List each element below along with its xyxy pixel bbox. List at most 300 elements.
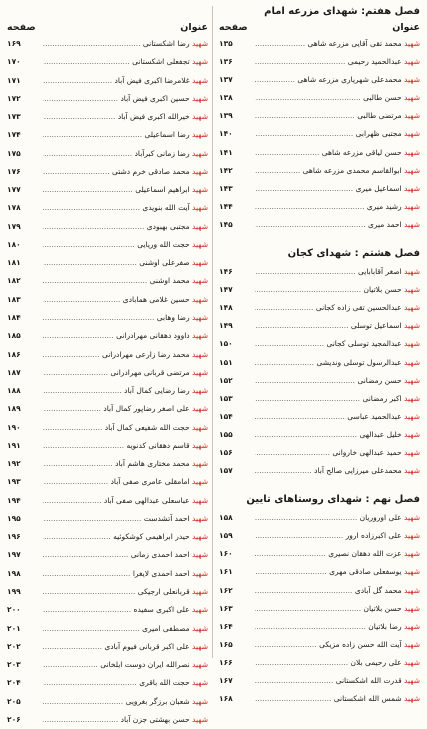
page-number: ۱۷۶ — [7, 163, 41, 181]
column-header — [5, 21, 210, 35]
martyr-prefix: شهید — [404, 549, 420, 559]
entry-title — [43, 163, 208, 181]
toc-entry[interactable] — [5, 309, 210, 327]
page-number: ۱۹۳ — [7, 473, 41, 491]
entry-title — [43, 53, 208, 71]
page-number: ۲۰۲ — [7, 638, 41, 656]
entry-title — [255, 216, 420, 234]
page-number: ۱۹۲ — [7, 455, 41, 473]
entry-title — [43, 236, 208, 254]
toc-entry[interactable] — [5, 108, 210, 126]
entry-title — [255, 144, 420, 162]
toc-entry[interactable] — [217, 582, 422, 600]
entry-title — [255, 125, 420, 143]
martyr-prefix: شهید — [192, 294, 208, 304]
entry-title — [255, 654, 420, 672]
toc-entry[interactable] — [5, 291, 210, 309]
toc-entry[interactable] — [5, 199, 210, 217]
toc-entry[interactable] — [217, 35, 422, 53]
title-header: عنوان — [392, 22, 420, 33]
toc-entry[interactable] — [217, 545, 422, 563]
page-number: ۱۷۰ — [7, 53, 41, 71]
martyr-prefix: شهید — [404, 147, 420, 157]
toc-entry[interactable] — [5, 473, 210, 491]
column-divider — [212, 6, 213, 658]
left-column — [5, 0, 210, 729]
page-number: ۱۶۶ — [219, 654, 253, 672]
martyr-name: رضا بلاتیان — [368, 621, 402, 631]
entry-title — [43, 72, 208, 90]
toc-entry[interactable] — [217, 672, 422, 690]
entry-title — [43, 35, 208, 53]
toc-entry[interactable] — [217, 462, 422, 480]
martyr-name: عبدالحمید رحیمی — [347, 57, 402, 67]
entry-title — [255, 672, 420, 690]
toc-entry[interactable] — [217, 281, 422, 299]
martyr-name: غلامرضا اکبری فیض آباد — [114, 75, 190, 85]
toc-entry[interactable] — [5, 346, 210, 364]
page-number: ۱۴۷ — [219, 281, 253, 299]
toc-entry[interactable] — [217, 390, 422, 408]
martyr-prefix: شهید — [192, 568, 208, 578]
entry-title — [43, 199, 208, 217]
page-number: ۱۵۹ — [219, 527, 253, 545]
martyr-prefix: شهید — [192, 258, 208, 268]
page-number: ۱۴۹ — [219, 317, 253, 335]
toc-entry[interactable] — [5, 565, 210, 583]
toc-entry[interactable] — [217, 71, 422, 89]
page-number: ۱۸۹ — [7, 400, 41, 418]
entry-title — [43, 90, 208, 108]
page-number: ۱۵۶ — [219, 444, 253, 462]
page-number: ۱۳۹ — [219, 107, 253, 125]
martyr-name: محمدعلی میرزایی صالح آباد — [314, 466, 402, 476]
toc-entry[interactable] — [5, 364, 210, 382]
martyr-name: اکبر رمضانی — [362, 393, 402, 403]
martyr-name: مرتضی قربانی مهرادرانی — [110, 367, 190, 377]
page-number: ۱۴۲ — [219, 162, 253, 180]
toc-entry[interactable] — [5, 693, 210, 711]
toc-entry[interactable] — [217, 299, 422, 317]
toc-entry[interactable] — [5, 145, 210, 163]
page-number: ۱۳۶ — [219, 53, 253, 71]
page-number: ۱۸۲ — [7, 272, 41, 290]
toc-entry[interactable] — [5, 35, 210, 53]
martyr-name: آیت الله بنویدی — [142, 203, 190, 213]
toc-entry[interactable] — [5, 272, 210, 290]
martyr-prefix: شهید — [192, 586, 208, 596]
martyr-prefix: شهید — [404, 567, 420, 577]
entry-title — [43, 693, 208, 711]
martyr-prefix: شهید — [192, 276, 208, 286]
martyr-prefix: شهید — [404, 267, 420, 277]
martyr-name: حمید عبدالهی خاروانی — [332, 447, 402, 457]
martyr-name: آیت الله حسن زاده مزیکی — [319, 639, 402, 649]
martyr-prefix: شهید — [192, 112, 208, 122]
page-number: ۱۵۳ — [219, 390, 253, 408]
martyr-name: محمد اوشنی — [149, 276, 190, 286]
martyr-name: حسن بلاتیان — [363, 603, 402, 613]
page-number: ۱۳۸ — [219, 89, 253, 107]
martyr-prefix: شهید — [404, 339, 420, 349]
toc-entry[interactable] — [217, 144, 422, 162]
entry-title — [255, 372, 420, 390]
entry-title — [43, 455, 208, 473]
martyr-prefix: شهید — [404, 375, 420, 385]
martyr-prefix: شهید — [192, 312, 208, 322]
column-header — [217, 21, 422, 35]
entry-title — [255, 636, 420, 654]
toc-entry[interactable] — [217, 198, 422, 216]
martyr-name: عبدالحمید عباسی — [347, 411, 402, 421]
toc-entry[interactable] — [5, 546, 210, 564]
page-header: صفحه — [219, 22, 248, 33]
toc-entry[interactable] — [5, 72, 210, 90]
martyr-name: عبدالمجید توسلی کجانی — [326, 339, 402, 349]
martyr-name: عباسعلی عبدالهی صفی آباد — [103, 495, 190, 505]
page-number: ۱۵۷ — [219, 462, 253, 480]
martyr-prefix: شهید — [192, 185, 208, 195]
page-number: ۱۴۸ — [219, 299, 253, 317]
entry-title — [43, 565, 208, 583]
toc-entry[interactable] — [217, 89, 422, 107]
entry-title — [43, 145, 208, 163]
martyr-name: رضا وهابی — [156, 312, 190, 322]
martyr-prefix: شهید — [192, 349, 208, 359]
toc-entry[interactable] — [5, 601, 210, 619]
toc-entry[interactable] — [217, 335, 422, 353]
entry-title — [43, 601, 208, 619]
martyr-prefix: شهید — [192, 422, 208, 432]
page-number: ۱۹۷ — [7, 546, 41, 564]
page-header: صفحه — [7, 22, 36, 33]
entry-title — [43, 126, 208, 144]
toc-entry[interactable] — [217, 180, 422, 198]
toc-entry[interactable] — [217, 618, 422, 636]
martyr-prefix: شهید — [404, 676, 420, 685]
martyr-prefix: شهید — [404, 429, 420, 439]
page-number: ۱۷۸ — [7, 199, 41, 217]
martyr-name: تجفعلی اشکستانی — [132, 57, 190, 67]
martyr-name: اسماعیل توسلی — [350, 321, 402, 331]
page-number: ۱۵۰ — [219, 335, 253, 353]
page-number: ۱۸۳ — [7, 291, 41, 309]
toc-entry[interactable] — [217, 372, 422, 390]
toc-entry[interactable] — [217, 563, 422, 581]
entry-title — [255, 53, 420, 71]
entry-title — [255, 180, 420, 198]
left-list — [5, 35, 210, 729]
entry-title — [255, 354, 420, 372]
page-number: ۱۶۵ — [219, 636, 253, 654]
page-number: ۱۴۳ — [219, 180, 253, 198]
entry-title — [43, 473, 208, 491]
martyr-prefix: شهید — [404, 39, 420, 48]
martyr-name: محمدعلی شهریاری مزرعه شاهی — [297, 75, 402, 85]
page-number: ۱۷۷ — [7, 181, 41, 199]
page-number: ۱۴۱ — [219, 144, 253, 162]
page-number: ۱۶۱ — [219, 563, 253, 581]
entry-title — [43, 108, 208, 126]
page-number: ۱۹۵ — [7, 510, 41, 528]
martyr-name: رضا زمانی کبرآباد — [134, 148, 190, 158]
page-number: ۲۰۴ — [7, 674, 41, 692]
martyr-prefix: شهید — [404, 531, 420, 541]
toc-entry[interactable] — [5, 53, 210, 71]
toc-entry[interactable] — [217, 690, 422, 708]
entry-title — [255, 462, 420, 480]
toc-entry[interactable] — [5, 163, 210, 181]
martyr-prefix: شهید — [404, 585, 420, 595]
martyr-prefix: شهید — [192, 641, 208, 651]
martyr-name: حسن بلاتیان — [363, 285, 402, 295]
toc-entry[interactable] — [217, 408, 422, 426]
page-number: ۱۸۴ — [7, 309, 41, 327]
martyr-prefix: شهید — [404, 165, 420, 175]
entry-title — [43, 272, 208, 290]
martyr-prefix: شهید — [404, 513, 420, 523]
page-number: ۱۷۵ — [7, 145, 41, 163]
martyr-name: حسن طالبی — [363, 93, 402, 103]
toc-entry[interactable] — [5, 674, 210, 692]
page-number: ۱۹۶ — [7, 528, 41, 546]
martyr-name: علی اکبر قربانی فیوم آبادی — [104, 641, 190, 651]
page-number: ۱۳۵ — [219, 35, 253, 53]
martyr-name: رضا رضایی کمال آباد — [124, 386, 190, 396]
toc-entry[interactable] — [5, 638, 210, 656]
page-number: ۱۹۰ — [7, 419, 41, 437]
chapter-9-title: فصل نهم : شهدای روستاهای تایین — [246, 494, 420, 506]
martyr-name: علی اوروریان — [359, 513, 402, 523]
entry-title — [43, 382, 208, 400]
martyr-prefix: شهید — [192, 221, 208, 231]
toc-entry[interactable] — [217, 263, 422, 281]
entry-title — [255, 582, 420, 600]
entry-title — [255, 600, 420, 618]
page-number: ۱۵۱ — [219, 354, 253, 372]
entry-title — [255, 198, 420, 216]
toc-entry[interactable] — [5, 711, 210, 729]
martyr-name: محمد رضا زارعی مهرادرانی — [101, 349, 190, 359]
toc-entry[interactable] — [5, 583, 210, 601]
toc-entry[interactable] — [5, 254, 210, 272]
page-number: ۱۷۳ — [7, 108, 41, 126]
martyr-name: حسین غلامی همابادی — [122, 294, 190, 304]
toc-entry[interactable] — [217, 426, 422, 444]
toc-entry[interactable] — [217, 509, 422, 527]
martyr-prefix: شهید — [404, 285, 420, 295]
toc-entry[interactable] — [5, 510, 210, 528]
entry-title — [43, 546, 208, 564]
page-number: ۱۸۷ — [7, 364, 41, 382]
martyr-prefix: شهید — [192, 166, 208, 176]
page-number: ۱۹۹ — [7, 583, 41, 601]
toc-entry[interactable] — [217, 600, 422, 618]
entry-title — [255, 263, 420, 281]
toc-entry[interactable] — [5, 528, 210, 546]
martyr-name: مصطفی امیری — [142, 623, 190, 633]
martyr-prefix: شهید — [192, 459, 208, 469]
toc-entry[interactable] — [5, 437, 210, 455]
martyr-name: حجت الله باقری — [139, 678, 190, 688]
martyr-prefix: شهید — [192, 148, 208, 158]
entry-title — [43, 656, 208, 674]
toc-entry[interactable] — [5, 492, 210, 510]
entry-title — [255, 618, 420, 636]
entry-title — [255, 107, 420, 125]
martyr-name: حسن رمضانی — [357, 375, 402, 385]
entry-title — [43, 711, 208, 729]
martyr-prefix: شهید — [404, 321, 420, 331]
page-number: ۱۶۳ — [219, 600, 253, 618]
entry-title — [43, 400, 208, 418]
martyr-name: قاسم دهقانی کدنویه — [126, 440, 190, 450]
martyr-name: رشید میری — [366, 201, 402, 211]
page-number: ۱۴۶ — [219, 263, 253, 281]
martyr-name: عزت الله دهقان نصیری — [328, 549, 402, 559]
entry-title — [255, 408, 420, 426]
entry-title — [43, 419, 208, 437]
martyr-name: شعبان برزگر بغرویی — [125, 696, 190, 706]
entry-title — [255, 162, 420, 180]
toc-entry[interactable] — [217, 444, 422, 462]
martyr-name: یوسفعلی صادقی مهری — [329, 567, 402, 577]
martyr-name: علی اصغر رضاپور کمال آباد — [103, 404, 190, 414]
martyr-name: نصرالله ایران دوست ایلخانی — [100, 660, 190, 670]
martyr-prefix: شهید — [192, 714, 208, 724]
page-number: ۱۷۹ — [7, 218, 41, 236]
martyr-name: حسن لیاقی مزرعه شاهی — [321, 147, 402, 157]
toc-entry[interactable] — [217, 162, 422, 180]
martyr-name: حیدر ابراهیمی کوشکوئیه — [113, 532, 190, 542]
page-number: ۱۳۷ — [219, 71, 253, 89]
toc-entry[interactable] — [5, 90, 210, 108]
entry-title — [43, 218, 208, 236]
page-number: ۱۵۸ — [219, 509, 253, 527]
toc-entry[interactable] — [217, 527, 422, 545]
toc-entry[interactable] — [5, 218, 210, 236]
toc-entry[interactable] — [217, 317, 422, 335]
toc-entry[interactable] — [5, 181, 210, 199]
martyr-prefix: شهید — [192, 130, 208, 140]
toc-entry[interactable] — [217, 107, 422, 125]
entry-title — [43, 346, 208, 364]
chapter-8-title: فصل هشتم : شهدای کجان — [287, 248, 420, 260]
entry-title — [255, 444, 420, 462]
page-number: ۱۵۲ — [219, 372, 253, 390]
martyr-prefix: شهید — [404, 694, 420, 704]
entry-title — [255, 390, 420, 408]
martyr-name: عبدالحسین تقی زاده کجانی — [315, 303, 402, 313]
martyr-name: قربانعلی ارجیکی — [137, 586, 190, 596]
page-number: ۲۰۰ — [7, 601, 41, 619]
toc-entry[interactable] — [5, 620, 210, 638]
martyr-prefix: شهید — [192, 404, 208, 414]
martyr-prefix: شهید — [192, 93, 208, 103]
martyr-prefix: شهید — [192, 477, 208, 487]
toc-entry[interactable] — [5, 236, 210, 254]
page-number: ۱۷۲ — [7, 90, 41, 108]
martyr-prefix: شهید — [192, 696, 208, 706]
page-number: ۱۶۹ — [7, 35, 41, 53]
entry-title — [43, 674, 208, 692]
entry-title — [255, 335, 420, 353]
toc-entry[interactable] — [217, 354, 422, 372]
martyr-name: علی اکبرزاده ارور — [345, 531, 402, 541]
martyr-name: علی رحیمی بلان — [350, 657, 402, 667]
martyr-name: مجتبی بهبودی — [146, 221, 190, 231]
page-number: ۱۷۱ — [7, 72, 41, 90]
martyr-prefix: شهید — [192, 678, 208, 688]
page-number: ۱۵۵ — [219, 426, 253, 444]
martyr-name: امامقلی عامری صفی آباد — [110, 477, 190, 487]
martyr-name: ابوالقاسم محمدی مزرعه شاهی — [302, 165, 402, 175]
toc-entry[interactable] — [5, 126, 210, 144]
entry-title — [43, 492, 208, 510]
martyr-name: رضا اشکستانی — [142, 39, 190, 48]
entry-title — [255, 281, 420, 299]
martyr-prefix: شهید — [404, 303, 420, 313]
martyr-name: محمد مختاری هاشم آباد — [115, 459, 190, 469]
martyr-name: حسن بهشتی جزن آباد — [120, 714, 190, 724]
martyr-name: داوود دهقانی مهرادرانی — [116, 331, 190, 341]
martyr-prefix: شهید — [404, 639, 420, 649]
martyr-prefix: شهید — [404, 111, 420, 121]
toc-entry[interactable] — [5, 382, 210, 400]
martyr-name: اصغر آقابابایی — [358, 267, 402, 277]
entry-title — [43, 327, 208, 345]
toc-entry[interactable] — [5, 327, 210, 345]
martyr-name: خیرالله اکبری فیض آباد — [117, 112, 190, 122]
entry-title — [43, 254, 208, 272]
toc-entry[interactable] — [5, 656, 210, 674]
toc-entry[interactable] — [217, 654, 422, 672]
entry-title — [43, 583, 208, 601]
toc-entry[interactable] — [217, 636, 422, 654]
page-number: ۱۴۵ — [219, 216, 253, 234]
toc-entry[interactable] — [217, 216, 422, 234]
page-number: ۱۴۴ — [219, 198, 253, 216]
martyr-prefix: شهید — [404, 357, 420, 367]
toc-entry[interactable] — [5, 400, 210, 418]
toc-entry[interactable] — [5, 419, 210, 437]
martyr-prefix: شهید — [404, 129, 420, 139]
toc-entry[interactable] — [5, 455, 210, 473]
martyr-prefix: شهید — [404, 75, 420, 85]
toc-entry[interactable] — [217, 53, 422, 71]
martyr-name: احمد احمدی لایغرا — [132, 568, 190, 578]
martyr-name: مرتضی طالبی — [357, 111, 402, 121]
martyr-name: قدرت الله اشکستانی — [335, 676, 402, 685]
martyr-name: رضا اسماعیلی — [144, 130, 190, 140]
chapter-9-list — [217, 509, 422, 708]
toc-entry[interactable] — [217, 125, 422, 143]
martyr-prefix: شهید — [192, 367, 208, 377]
page-number: ۲۰۳ — [7, 656, 41, 674]
martyr-prefix: شهید — [404, 93, 420, 103]
entry-title — [255, 690, 420, 708]
martyr-name: محمد گل آبادی — [354, 585, 402, 595]
page-number: ۱۸۶ — [7, 346, 41, 364]
chapter-8-list — [217, 263, 422, 480]
martyr-prefix: شهید — [404, 57, 420, 67]
page-number: ۲۰۵ — [7, 693, 41, 711]
entry-title — [255, 545, 420, 563]
martyr-prefix: شهید — [404, 603, 420, 613]
martyr-prefix: شهید — [192, 605, 208, 615]
martyr-prefix: شهید — [404, 393, 420, 403]
entry-title — [255, 299, 420, 317]
